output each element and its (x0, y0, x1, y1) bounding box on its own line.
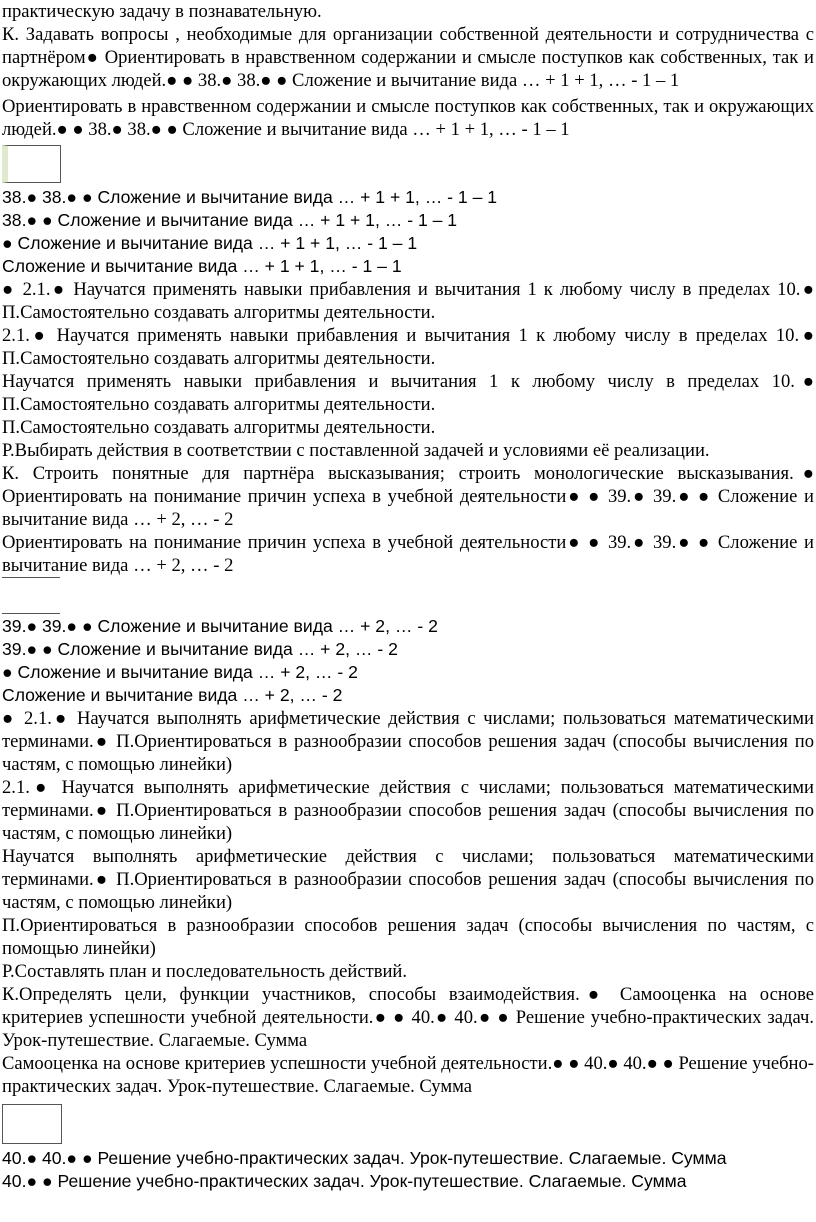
text-line: практическую задачу в познавательную. (2, 1, 322, 22)
text-line: ● Сложение и вычитание вида … + 1 + 1, … - 1 – 1 (2, 233, 418, 253)
text-line: Сложение и вычитание вида … + 1 + 1, … - 1 – 1 (2, 256, 402, 276)
paragraph: Ориентировать в нравственном содержании и смысле поступков как собственных, так и окружающих людей.● ● 38.● 38.● ● Сложение и вычитание вида … + 1 + 1, … - 1 – 1 (2, 96, 814, 140)
paragraph: 2.1.● Научатся выполнять арифметические действия с числами; пользоваться математическими терминами.● П.Ориентироваться в разнообразии способов решения задач (способы вычисления по частям, с помощью линейки) (2, 777, 814, 844)
text-line: Р.Составлять план и последовательность действий. (2, 961, 408, 982)
text-line: 38.● ● Сложение и вычитание вида … + 1 + 1, … - 1 – 1 (2, 210, 458, 230)
text-line: 38.● 38.● ● Сложение и вычитание вида … + 1 + 1, … - 1 – 1 (2, 187, 498, 207)
text-line: 39.● 39.● ● Сложение и вычитание вида … + 2, … - 2 (2, 616, 438, 636)
text-line: П.Самостоятельно создавать алгоритмы деятельности. (2, 417, 436, 438)
paragraph: К. Задавать вопросы , необходимые для организации собственной деятельности и сотрудничества с партнёром● Ориентировать в нравственном содержании и смысле поступков как собственных, так и окружающих людей.● ● 38.● 38.● ● Сложение и вычитание вида … + 1 + 1, … - 1 – 1 (2, 24, 814, 91)
paragraph: К.Определять цели, функции участников, способы взаимодействия.● Самооценка на основе критериев успешности учебной деятельности.● ● 40.● 40.● ● Решение учебно-практических задач. Урок-путешествие. Слагаемые. Сумма (2, 984, 814, 1051)
separator-line (2, 613, 60, 614)
separator-line (2, 577, 60, 578)
text-line: Сложение и вычитание вида … + 2, … - 2 (2, 685, 343, 705)
paragraph: 2.1.● Научатся применять навыки прибавления и вычитания 1 к любому числу в пределах 10.● П.Самостоятельно создавать алгоритмы деятельности. (2, 325, 814, 369)
paragraph: Самооценка на основе критериев успешности учебной деятельности.● ● 40.● 40.● ● Решение учебно-практических задач. Урок-путешествие. Слагаемые. Сумма (2, 1053, 814, 1097)
paragraph: ● 2.1.● Научатся выполнять арифметические действия с числами; пользоваться математическими терминами.● П.Ориентироваться в разнообразии способов решения задач (способы вычисления по частям, с помощью линейки) (2, 708, 814, 775)
paragraph: К. Строить понятные для партнёра высказывания; строить монологические высказывания.● Ориентировать на понимание причин успеха в учебной деятельности● ● 39.● 39.● ● Сложение и вычитание вида … + 2, … - 2 (2, 463, 814, 530)
paragraph: Научатся выполнять арифметические действия с числами; пользоваться математическими терминами.● П.Ориентироваться в разнообразии способов решения задач (способы вычисления по частям, с помощью линейки) (2, 846, 814, 913)
text-line: 40.● 40.● ● Решение учебно-практических задач. Урок-путешествие. Слагаемые. Сумма (2, 1148, 727, 1168)
paragraph: П.Ориентироваться в разнообразии способов решения задач (способы вычисления по частям, с помощью линейки) (2, 915, 814, 959)
empty-table-cell (2, 145, 61, 183)
cell-divider (0, 577, 816, 615)
text-line: 40.● ● Решение учебно-практических задач. Урок-путешествие. Слагаемые. Сумма (2, 1171, 687, 1191)
text-line: ● Сложение и вычитание вида … + 2, … - 2 (2, 662, 358, 682)
text-line: 39.● ● Сложение и вычитание вида … + 2, … - 2 (2, 639, 398, 659)
empty-table-cell (2, 1104, 62, 1144)
text-line: Р.Выбирать действия в соответствии с поставленной задачей и условиями её реализации. (2, 440, 710, 461)
paragraph: Научатся применять навыки прибавления и вычитания 1 к любому числу в пределах 10.● П.Самостоятельно создавать алгоритмы деятельности. (2, 371, 814, 415)
paragraph: ● 2.1.● Научатся применять навыки прибавления и вычитания 1 к любому числу в пределах 10.● П.Самостоятельно создавать алгоритмы деятельности. (2, 279, 814, 323)
paragraph: Ориентировать на понимание причин успеха в учебной деятельности● ● 39.● 39.● ● Сложение и вычитание вида … + 2, … - 2 (2, 532, 814, 576)
